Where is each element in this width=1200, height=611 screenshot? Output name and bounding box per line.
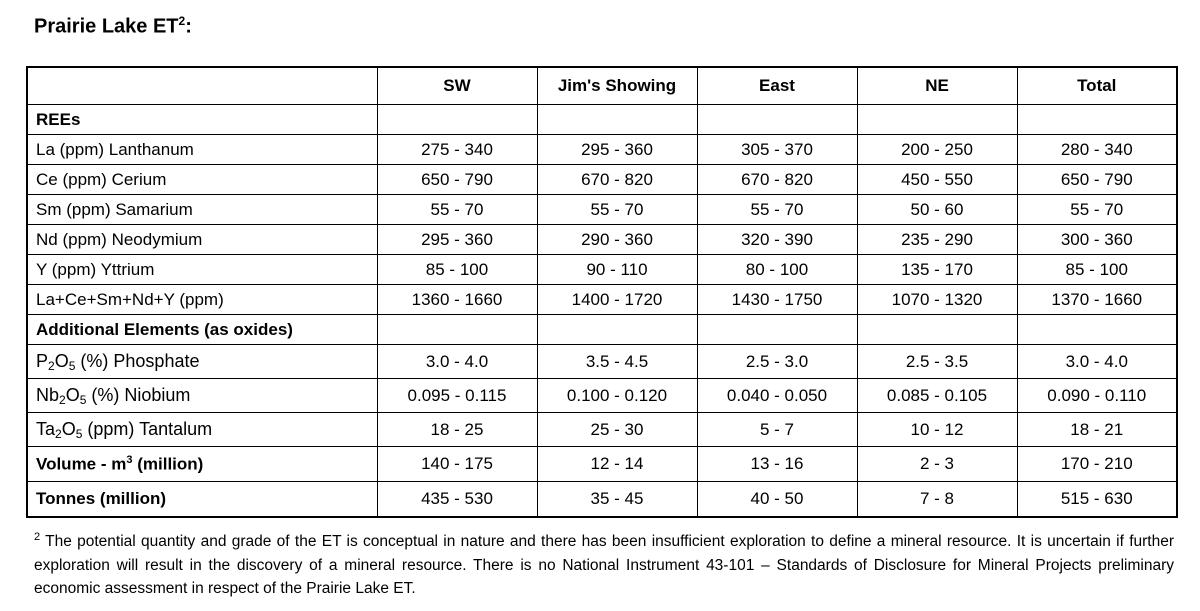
row-label [27, 413, 377, 447]
header-cell-jims-showing: Jim's Showing [537, 67, 697, 105]
formula-element: O [65, 384, 80, 405]
section-label-additional: Additional Elements (as oxides) [27, 315, 377, 345]
header-cell-total: Total [1017, 67, 1177, 105]
formula-element: Ta [36, 418, 56, 439]
ree-value: 295 - 360 [377, 225, 537, 255]
table-row [27, 255, 1177, 285]
volume-label-suffix: (million) [132, 454, 204, 474]
ree-value: 55 - 70 [537, 195, 697, 225]
oxide-value: 10 - 12 [857, 413, 1017, 447]
ree-value: 1430 - 1750 [697, 285, 857, 315]
empty-cell [857, 105, 1017, 135]
ree-value: 1400 - 1720 [537, 285, 697, 315]
empty-cell [697, 315, 857, 345]
formula-element: O [54, 350, 69, 371]
table-row [27, 345, 1177, 379]
table-row-volume [27, 447, 1177, 482]
formula-subscript: 5 [75, 426, 83, 441]
ree-value: 135 - 170 [857, 255, 1017, 285]
oxide-value: 18 - 21 [1017, 413, 1177, 447]
footnote [34, 526, 1174, 601]
volume-value: 12 - 14 [537, 447, 697, 482]
section-row-rees [27, 105, 1177, 135]
row-label: Nd (ppm) Neodymium [27, 225, 377, 255]
oxide-value: 2.5 - 3.5 [857, 345, 1017, 379]
oxide-value: 2.5 - 3.0 [697, 345, 857, 379]
header-cell-sw: SW [377, 67, 537, 105]
ree-value: 235 - 290 [857, 225, 1017, 255]
table-row-tonnes [27, 482, 1177, 518]
header-cell-ne: NE [857, 67, 1017, 105]
section-row-additional [27, 315, 1177, 345]
oxide-value: 0.085 - 0.105 [857, 379, 1017, 413]
row-label-text: (%) Niobium [86, 384, 191, 405]
oxide-value: 0.040 - 0.050 [697, 379, 857, 413]
formula-element: Nb [36, 384, 60, 405]
ree-value: 1070 - 1320 [857, 285, 1017, 315]
empty-cell [537, 315, 697, 345]
ree-value: 305 - 370 [697, 135, 857, 165]
oxide-value: 5 - 7 [697, 413, 857, 447]
formula-subscript: 5 [79, 392, 87, 407]
row-label [27, 345, 377, 379]
ree-value: 1360 - 1660 [377, 285, 537, 315]
ree-value: 295 - 360 [537, 135, 697, 165]
oxide-value: 3.0 - 4.0 [377, 345, 537, 379]
volume-value: 170 - 210 [1017, 447, 1177, 482]
section-label-rees: REEs [27, 105, 377, 135]
table-row [27, 195, 1177, 225]
footnote-marker: 2 [34, 531, 41, 543]
ree-value: 450 - 550 [857, 165, 1017, 195]
document-title [34, 14, 192, 39]
estimate-table [26, 66, 1178, 518]
ree-value: 1370 - 1660 [1017, 285, 1177, 315]
tonnes-value: 40 - 50 [697, 482, 857, 518]
ree-value: 55 - 70 [697, 195, 857, 225]
empty-cell [537, 105, 697, 135]
volume-value: 13 - 16 [697, 447, 857, 482]
oxide-value: 3.5 - 4.5 [537, 345, 697, 379]
ree-value: 90 - 110 [537, 255, 697, 285]
ree-value: 85 - 100 [377, 255, 537, 285]
row-label: La (ppm) Lanthanum [27, 135, 377, 165]
row-label: Ce (ppm) Cerium [27, 165, 377, 195]
tonnes-value: 7 - 8 [857, 482, 1017, 518]
title-footnote-marker: 2 [178, 14, 186, 28]
oxide-value: 3.0 - 4.0 [1017, 345, 1177, 379]
formula-subscript: 5 [68, 358, 76, 373]
row-label: Y (ppm) Yttrium [27, 255, 377, 285]
ree-value: 80 - 100 [697, 255, 857, 285]
empty-cell [857, 315, 1017, 345]
oxide-value: 18 - 25 [377, 413, 537, 447]
tonnes-value: 435 - 530 [377, 482, 537, 518]
title-suffix: : [185, 15, 192, 38]
empty-cell [1017, 105, 1177, 135]
empty-cell [377, 315, 537, 345]
table-row [27, 135, 1177, 165]
volume-value: 2 - 3 [857, 447, 1017, 482]
ree-value: 85 - 100 [1017, 255, 1177, 285]
header-cell-east: East [697, 67, 857, 105]
empty-cell [697, 105, 857, 135]
ree-value: 670 - 820 [697, 165, 857, 195]
empty-cell [377, 105, 537, 135]
row-label [27, 379, 377, 413]
ree-value: 670 - 820 [537, 165, 697, 195]
formula-element: P [36, 350, 49, 371]
row-label-text: (ppm) Tantalum [82, 418, 213, 439]
table-row [27, 379, 1177, 413]
formula-subscript: 2 [55, 426, 62, 441]
row-label: La+Ce+Sm+Nd+Y (ppm) [27, 285, 377, 315]
formula-element: O [61, 418, 76, 439]
row-label [27, 447, 377, 482]
table-row [27, 413, 1177, 447]
ree-value: 650 - 790 [1017, 165, 1177, 195]
oxide-value: 0.090 - 0.110 [1017, 379, 1177, 413]
footnote-text: The potential quantity and grade of the ET is conceptual in nature and there has been insufficient exploration to define a mineral resource. It is uncertain if further exploration will result in the discovery of a mineral resource. There is no National Instrument 43-101 – Standards of Disclosure for Mineral Projects preliminary economic assessment in respect of the Prairie Lake ET. [34, 533, 1174, 598]
table-row [27, 285, 1177, 315]
header-row [27, 67, 1177, 105]
ree-value: 50 - 60 [857, 195, 1017, 225]
ree-value: 55 - 70 [1017, 195, 1177, 225]
ree-value: 55 - 70 [377, 195, 537, 225]
ree-value: 300 - 360 [1017, 225, 1177, 255]
ree-value: 320 - 390 [697, 225, 857, 255]
ree-value: 280 - 340 [1017, 135, 1177, 165]
ree-value: 290 - 360 [537, 225, 697, 255]
ree-value: 200 - 250 [857, 135, 1017, 165]
oxide-value: 25 - 30 [537, 413, 697, 447]
row-label: Sm (ppm) Samarium [27, 195, 377, 225]
table-row [27, 165, 1177, 195]
ree-value: 275 - 340 [377, 135, 537, 165]
row-label: Tonnes (million) [27, 482, 377, 518]
formula-subscript: 2 [48, 358, 55, 373]
oxide-value: 0.100 - 0.120 [537, 379, 697, 413]
ree-value: 650 - 790 [377, 165, 537, 195]
formula-subscript: 2 [59, 392, 66, 407]
table-row [27, 225, 1177, 255]
empty-cell [1017, 315, 1177, 345]
row-label-text: (%) Phosphate [75, 350, 200, 371]
volume-value: 140 - 175 [377, 447, 537, 482]
volume-label: Volume - m [36, 454, 127, 474]
tonnes-value: 35 - 45 [537, 482, 697, 518]
oxide-value: 0.095 - 0.115 [377, 379, 537, 413]
volume-unit-superscript: 3 [126, 453, 133, 466]
title-text: Prairie Lake ET [34, 15, 179, 38]
header-cell-empty [27, 67, 377, 105]
tonnes-value: 515 - 630 [1017, 482, 1177, 518]
